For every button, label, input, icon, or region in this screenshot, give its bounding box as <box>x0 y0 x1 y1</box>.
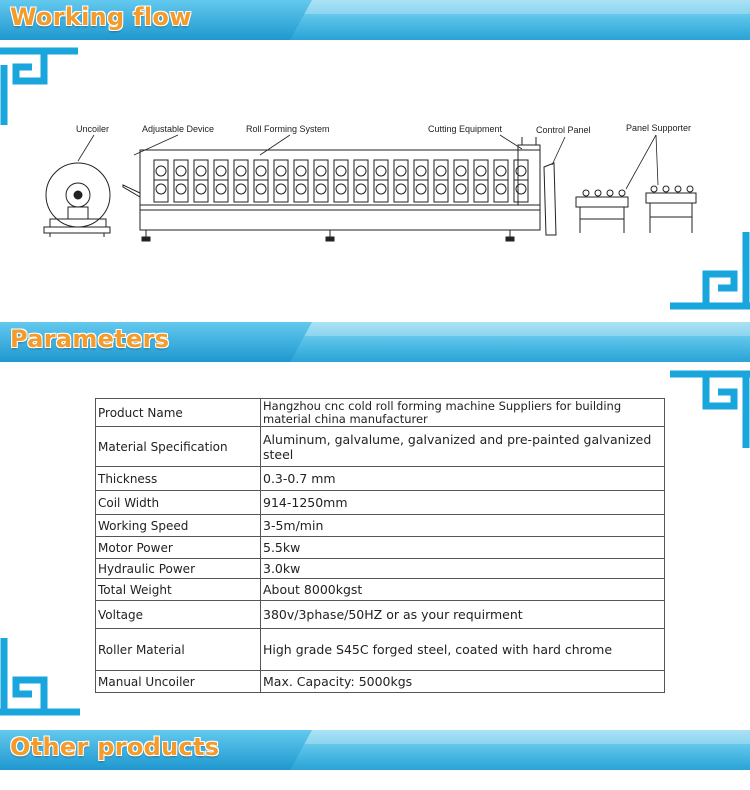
param-key: Thickness <box>96 467 261 491</box>
corner-ornament-icon <box>0 638 80 718</box>
param-value: Max. Capacity: 5000kgs <box>261 671 665 693</box>
param-value: High grade S45C forged steel, coated with hard chrome <box>261 629 665 671</box>
param-value: Aluminum, galvalume, galvanized and pre-painted galvanized steel <box>261 427 665 467</box>
roller-stands <box>154 160 528 202</box>
table-row <box>96 559 665 579</box>
table-row <box>96 579 665 601</box>
label-panel-supporter: Panel Supporter <box>626 123 692 133</box>
param-value: About 8000kgst <box>261 579 665 601</box>
section-title-other-products: Other products <box>10 733 220 761</box>
table-row <box>96 491 665 515</box>
table-row <box>96 537 665 559</box>
working-flow-banner <box>0 0 750 40</box>
label-roll-forming-system: Roll Forming System <box>246 124 330 134</box>
section-title-parameters: Parameters <box>10 325 170 353</box>
param-key: Total Weight <box>96 579 261 601</box>
section-title-working-flow: Working flow <box>10 3 192 31</box>
cutting-equipment-drawing <box>518 137 540 205</box>
table-row <box>96 515 665 537</box>
param-key: Material Specification <box>96 427 261 467</box>
param-key: Voltage <box>96 601 261 629</box>
param-value: 5.5kw <box>261 537 665 559</box>
uncoiler-drawing <box>44 163 110 237</box>
param-value: 914-1250mm <box>261 491 665 515</box>
param-key: Manual Uncoiler <box>96 671 261 693</box>
corner-ornament-icon <box>670 368 750 448</box>
working-flow-diagram <box>30 115 720 250</box>
other-products-banner <box>0 730 750 770</box>
param-key: Roller Material <box>96 629 261 671</box>
label-cutting-equipment: Cutting Equipment <box>428 124 503 134</box>
parameters-table <box>95 398 665 693</box>
corner-ornament-icon <box>670 232 750 312</box>
param-value: 3-5m/min <box>261 515 665 537</box>
param-key: Motor Power <box>96 537 261 559</box>
label-uncoiler: Uncoiler <box>76 124 110 134</box>
parameters-banner <box>0 322 750 362</box>
panel-supporter-drawing <box>576 186 696 233</box>
table-row <box>96 601 665 629</box>
table-row <box>96 427 665 467</box>
table-row <box>96 467 665 491</box>
param-key: Hydraulic Power <box>96 559 261 579</box>
param-key: Coil Width <box>96 491 261 515</box>
corner-ornament-icon <box>0 45 80 125</box>
param-key: Working Speed <box>96 515 261 537</box>
label-adjustable-device: Adjustable Device <box>142 124 215 134</box>
table-row <box>96 671 665 693</box>
roll-forming-drawing <box>123 150 540 241</box>
param-value: 380v/3phase/50HZ or as your requirment <box>261 601 665 629</box>
param-value: Hangzhou cnc cold roll forming machine Suppliers for building material china manufacturer <box>261 399 665 427</box>
label-control-panel: Control Panel <box>536 125 591 135</box>
param-key: Product Name <box>96 399 261 427</box>
param-value: 3.0kw <box>261 559 665 579</box>
table-row <box>96 399 665 427</box>
param-value: 0.3-0.7 mm <box>261 467 665 491</box>
table-row <box>96 629 665 671</box>
control-panel-drawing <box>544 163 556 235</box>
